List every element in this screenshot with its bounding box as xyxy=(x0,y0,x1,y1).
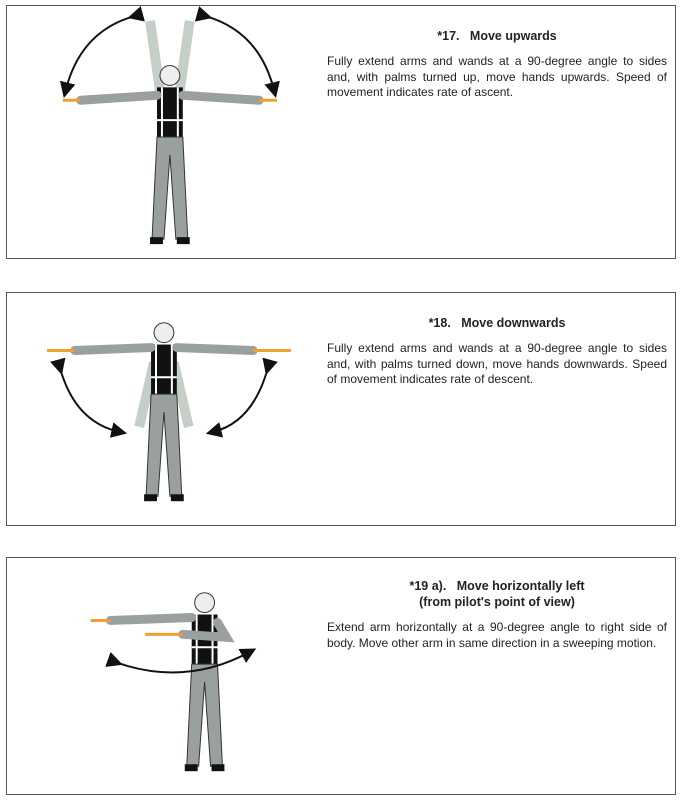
signal-description: Fully extend arms and wands at a 90-degree angle to sides and, with palms turned down, move hands downwards. Speed of movement indicates rate of descent. xyxy=(327,341,667,386)
signal-17-panel xyxy=(6,5,676,259)
marshaller-move-horizontally-left-illustration xyxy=(7,558,307,794)
signal-subtitle: (from pilot's point of view) xyxy=(419,595,575,609)
signal-description: Fully extend arms and wands at a 90-degree angle to sides and, with palms turned up, move hands upwards. Speed of movement indicates rate of ascent. xyxy=(327,54,667,99)
signal-title: *17. Move upwards xyxy=(437,29,557,43)
signal-title: *18. Move downwards xyxy=(428,316,566,330)
signal-19a-panel xyxy=(6,557,676,795)
marshaller-move-upwards-illustration xyxy=(7,6,307,258)
signal-description: Extend arm horizontally at a 90-degree angle to right side of body. Move other arm in same direction in a sweeping motion. xyxy=(327,620,667,650)
signal-title: *19 a). Move horizontally left xyxy=(409,579,585,593)
marshaller-move-downwards-illustration xyxy=(7,293,307,525)
signal-18-panel xyxy=(6,292,676,526)
